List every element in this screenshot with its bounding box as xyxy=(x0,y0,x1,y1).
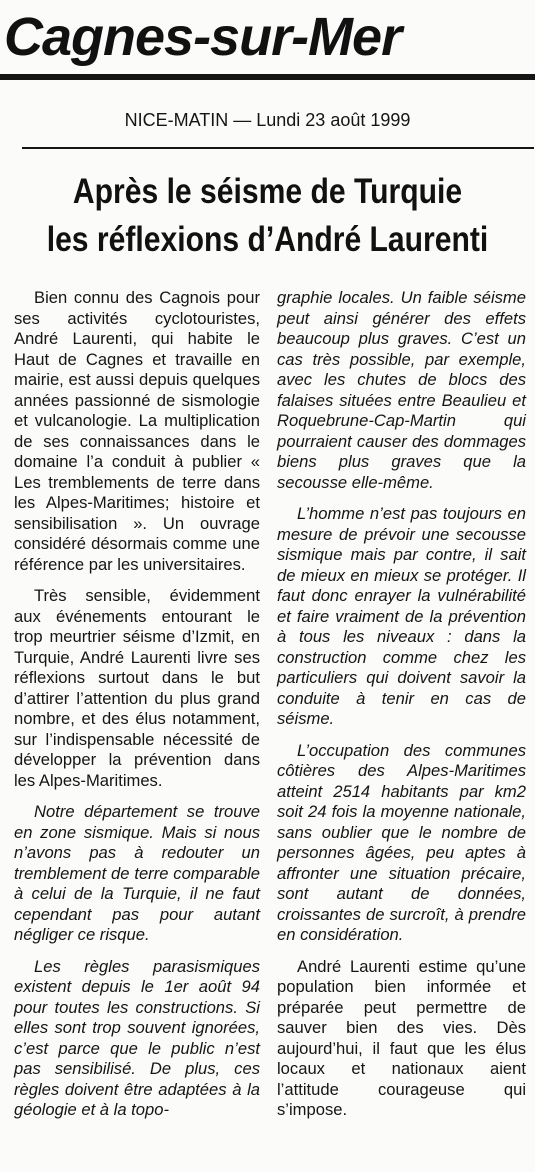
headline-line-2: les réflexions d’André Laurenti xyxy=(46,220,489,259)
paragraph: L’occupation des communes côtières des Alpes-Maritimes atteint 2514 habitants par km2 soit 24 fois la moyenne nationale, sans oublier que le nombre de personnes âgées, peu aptes à affronter une situation précaire, sont autant de données, croissantes de surcroît, à prendre en considération. xyxy=(277,740,526,944)
article-headline xyxy=(37,168,497,264)
dateline: NICE-MATIN — Lundi 23 août 1999 xyxy=(124,110,411,130)
paragraph: Notre département se trouve en zone sismique. Mais si nous n’avons pas à redouter un tremblement de terre comparable à celui de la Turquie, il ne faut cependant pas pour autant négliger ce risque. xyxy=(14,802,260,944)
paragraph: André Laurenti estime qu’une population bien informée et préparée peut permettre de sauver bien des vies. Dès aujourd’hui, il faut que les élus locaux et nationaux aient l’attitude courageuse qui s’impose. xyxy=(277,956,526,1119)
header-rule xyxy=(0,74,535,80)
article-column-left xyxy=(14,288,260,1132)
page-title: Cagnes-sur-Mer xyxy=(4,7,402,67)
headline-line-1: Après le séisme de Turquie xyxy=(72,172,463,211)
article-column-right xyxy=(277,288,526,1132)
dateline-rule xyxy=(22,147,534,149)
paragraph: graphie locales. Un faible séisme peut ainsi générer des effets beaucoup plus graves. C’est un cas très possible, par exemple, avec les chutes de blocs des falaises situées entre Beaulieu et Roquebrune-Cap-Martin qui pourraient causer des dommages biens plus graves que la secousse elle-même. xyxy=(277,288,526,492)
paragraph: Les règles parasismiques existent depuis le 1er août 94 pour toutes les constructions. Si elles sont trop souvent ignorées, c’est parce que le public n’est pas sensibilisé. De plus, ces règles doivent être adaptées à la géologie et à la topo- xyxy=(14,956,260,1119)
paragraph: Très sensible, évidemment aux événements entourant le trop meurtrier séisme d’Izmit, en Turquie, André Laurenti livre ses réflexions surtout dans le but d’attirer l’attention du plus grand nombre, et des élus notamment, sur l’indispensable nécessité de développer la prévention dans les Alpes-Maritimes. xyxy=(14,586,260,790)
paragraph: Bien connu des Cagnois pour ses activités cyclotouristes, André Laurenti, qui habite le Haut de Cagnes et travaille en mairie, est aussi depuis quelques années passionné de sismologie et vulcanologie. La multiplication de ses connaissances dans le domaine l’a conduit à publier « Les tremblements de terre dans les Alpes-Maritimes; histoire et sensibilisation ». Un ouvrage considéré désormais comme une référence par les universitaires. xyxy=(14,288,260,574)
paragraph: L’homme n’est pas toujours en mesure de prévoir une secousse sismique mais par contre, il sait de mieux en mieux se protéger. Il faut donc enrayer la vulnérabilité et faire vraiment de la prévention à tous les niveaux : dans la construction comme chez les particuliers qui doivent savoir la conduite à tenir en cas de séisme. xyxy=(277,504,526,728)
